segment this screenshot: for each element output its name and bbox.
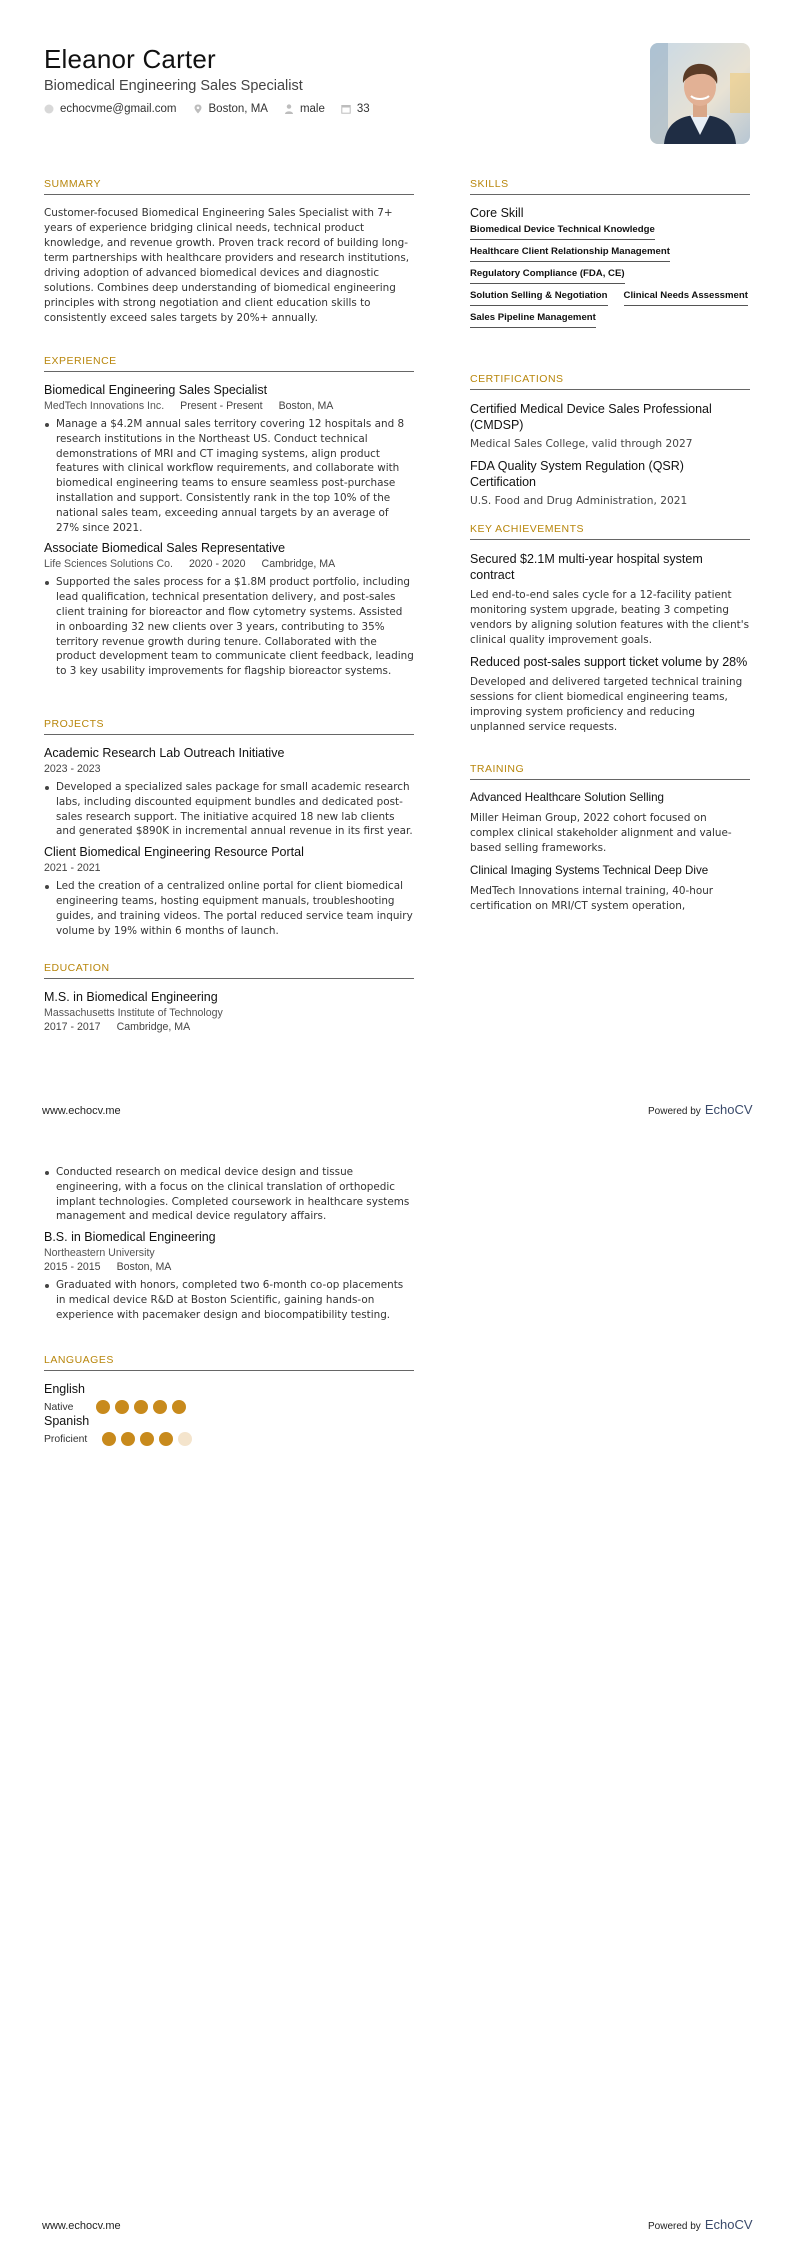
project-bullet: Developed a specialized sales package for small academic research labs, including discounted equipment bundles and dedicated post-sales research support. The initiative acquired 18 new lab clients and generated $890K in incremental annual revenue in its first year. xyxy=(44,780,414,839)
project-end: 2023 xyxy=(77,763,101,775)
contact-gender xyxy=(284,103,325,115)
skill-tag: Solution Selling & Negotiation xyxy=(470,290,608,306)
achievements-section xyxy=(470,523,750,735)
project-bullet: Led the creation of a centralized online portal for client biomedical engineering teams, hosting equipment manuals, troubleshooting guides, and training videos. The portal reduced service team inquiry volume by 19% within 6 months of launch. xyxy=(44,879,414,938)
skill-tags xyxy=(470,224,750,328)
calendar-icon xyxy=(341,104,351,114)
job-bullet: Supported the sales process for a $1.8M product portfolio, including lead qualification, technical presentation delivery, and post-sales client training for bioreactor and flow cytometry systems. Assisted in onboarding 32 new clients over 3 years, contributing to 35% territory revenue growth during tenure. Collaborated with the product development team to communicate client feedback, leading to 3 key usability improvements for flagship bioreactor systems. xyxy=(44,575,414,679)
footer-powered[interactable] xyxy=(648,1102,753,1117)
edu-start: 2017 xyxy=(44,1021,68,1033)
training-name: Advanced Healthcare Solution Selling xyxy=(470,791,664,804)
location-pin-icon xyxy=(193,104,203,114)
project-name: Academic Research Lab Outreach Initiative xyxy=(44,746,285,760)
section-title-languages: LANGUAGES xyxy=(44,1354,414,1371)
language-item xyxy=(44,1382,229,1414)
certification-issuer: U.S. Food and Drug Administration, 2021 xyxy=(470,495,688,507)
person-icon xyxy=(284,104,294,114)
training-item xyxy=(470,791,750,856)
section-title-education: EDUCATION xyxy=(44,962,414,979)
experience-section xyxy=(44,355,414,679)
training-section xyxy=(470,763,750,914)
school-name: Northeastern University xyxy=(44,1247,155,1260)
language-name: English xyxy=(44,1382,85,1396)
training-text: MedTech Innovations internal training, 40-hour certification on MRI/CT system operation, xyxy=(470,885,714,912)
job-role: Biomedical Engineering Sales Specialist xyxy=(44,383,268,397)
edu-end: 2017 xyxy=(77,1021,101,1033)
edu-start: 2015 xyxy=(44,1261,68,1274)
achievement-item xyxy=(470,654,750,735)
section-title-projects: PROJECTS xyxy=(44,718,414,735)
job-meta xyxy=(44,558,414,570)
job-end: Present xyxy=(226,400,263,412)
achievement-name: Secured $2.1M multi-year hospital system contract xyxy=(470,552,703,582)
rating-dots xyxy=(96,1400,186,1414)
edu-location: Cambridge, MA xyxy=(116,1021,191,1033)
section-title-experience: EXPERIENCE xyxy=(44,355,414,372)
contact-age xyxy=(341,103,370,115)
footer-powered[interactable] xyxy=(648,2217,753,2232)
project-dates: 2021 - 2021 xyxy=(44,862,101,875)
language-rating xyxy=(44,1400,229,1414)
contact-info xyxy=(44,103,370,115)
education-continued xyxy=(44,1165,414,1323)
footer-site-link[interactable]: www.echocv.me xyxy=(42,1105,121,1117)
rating-dot-filled xyxy=(115,1400,129,1414)
certifications-section xyxy=(470,373,750,507)
powered-by-text: Powered by xyxy=(648,2221,701,2232)
language-name: Spanish xyxy=(44,1414,90,1428)
language-list xyxy=(44,1382,414,1446)
rating-dot-filled xyxy=(140,1432,154,1446)
powered-by-text: Powered by xyxy=(648,1106,701,1117)
certification-issuer: Medical Sales College, valid through 2027 xyxy=(470,438,693,450)
rating-dot-filled xyxy=(102,1432,116,1446)
section-title-certifications: CERTIFICATIONS xyxy=(470,373,750,390)
rating-dots xyxy=(102,1432,192,1446)
summary-section xyxy=(44,178,414,326)
edu-location: Boston, MA xyxy=(116,1261,172,1274)
school xyxy=(44,1007,414,1019)
experience-item xyxy=(44,541,414,679)
achievement-text: Led end-to-end sales cycle for a 12-facility patient monitoring system upgrade, beating 3 competing vendors by aligning solution features with the client's clinical quality improvement goals. xyxy=(470,589,749,646)
candidate-title: Biomedical Engineering Sales Specialist xyxy=(44,78,303,94)
language-level: Native xyxy=(44,1401,74,1413)
job-company: MedTech Innovations Inc. xyxy=(44,400,165,412)
job-end: 2020 xyxy=(221,558,246,571)
education-meta: 2017 - 2017 Cambridge, MA xyxy=(44,1021,191,1033)
contact-email[interactable] xyxy=(44,103,177,115)
skills-section xyxy=(470,178,750,328)
training-text: Miller Heiman Group, 2022 cohort focused on complex clinical stakeholder alignment and value-based selling frameworks. xyxy=(470,812,732,854)
project-name: Client Biomedical Engineering Resource Portal xyxy=(44,845,304,860)
section-title-skills: SKILLS xyxy=(470,178,750,195)
skill-tag: Sales Pipeline Management xyxy=(470,312,596,328)
training-item xyxy=(470,864,750,914)
footer-site-link[interactable]: www.echocv.me xyxy=(42,2220,121,2232)
summary-text: Customer-focused Biomedical Engineering Sales Specialist with 7+ years of experience bridging clinical needs, technical product knowledge, and revenue growth. Proven track record of building long-term partnerships with healthcare providers and research institutions, driving adoption of advanced biomedical devices and diagnostic solutions. Combines deep understanding of biomedical engineering principles with strong negotiation and client education skills to consistently exceed sales targets by 20%+ annually. xyxy=(44,207,410,324)
school-name: Massachusetts Institute of Technology xyxy=(44,1007,223,1019)
skill-tag: Regulatory Compliance (FDA, CE) xyxy=(470,268,625,284)
rating-dot-filled xyxy=(172,1400,186,1414)
project-dates: 2023 - 2023 xyxy=(44,763,101,775)
job-bullet: Manage a $4.2M annual sales territory covering 12 hospitals and 8 research institutions in the Northeast US. Conduct technical demonstrations of MRI and CT imaging systems, align product features with clinical workflow requirements, and collaborate with biomedical engineering teams to ensure seamless post-purchase installation and support. Consistently rank in the top 10% of the national sales team, exceeding annual targets by an average of 27% since 2021. xyxy=(44,417,414,535)
language-item xyxy=(44,1414,229,1446)
degree: M.S. in Biomedical Engineering xyxy=(44,990,218,1004)
gender-text: male xyxy=(299,103,325,115)
rating-dot-filled xyxy=(121,1432,135,1446)
language-level: Proficient xyxy=(44,1433,88,1445)
education-item xyxy=(44,990,414,1033)
project-item xyxy=(44,746,414,839)
projects-section xyxy=(44,718,414,938)
candidate-name: Eleanor Carter xyxy=(44,44,216,74)
school xyxy=(44,1247,414,1259)
section-title-achievements: KEY ACHIEVEMENTS xyxy=(470,523,750,540)
certification-name: Certified Medical Device Sales Professional (CMDSP) xyxy=(470,402,712,432)
email-text: echocvme@gmail.com xyxy=(60,103,177,115)
education-meta: 2015 - 2015 Boston, MA xyxy=(44,1261,172,1274)
brand-logo: EchoCV xyxy=(704,2217,753,2232)
skill-tag: Healthcare Client Relationship Management xyxy=(470,246,670,262)
degree: B.S. in Biomedical Engineering xyxy=(44,1230,216,1245)
email-icon xyxy=(44,104,54,114)
section-title-training: TRAINING xyxy=(470,763,750,780)
job-dates: Present - Present xyxy=(180,400,263,412)
job-location: Cambridge, MA xyxy=(261,558,336,571)
training-name: Clinical Imaging Systems Technical Deep Dive xyxy=(470,864,709,877)
job-start: Present xyxy=(180,400,217,412)
edu-end: 2015 xyxy=(77,1261,101,1274)
job-dates: 2020 - 2020 xyxy=(188,558,246,571)
rating-dot-filled xyxy=(134,1400,148,1414)
skill-group-name: Core Skill xyxy=(470,206,524,220)
rating-dot-empty xyxy=(178,1432,192,1446)
language-rating xyxy=(44,1432,229,1446)
project-end: 2021 xyxy=(77,862,101,875)
job-company: Life Sciences Solutions Co. xyxy=(44,558,173,571)
education-bullet: Graduated with honors, completed two 6-month co-op placements in medical device R&D at Boston Scientific, gaining hands-on experience with pacemaker design and biocompatibility testing. xyxy=(44,1278,414,1322)
rating-dot-filled xyxy=(96,1400,110,1414)
brand-logo: EchoCV xyxy=(704,1102,753,1117)
education-bullet: Conducted research on medical device design and tissue engineering, with a focus on the clinical translation of orthopedic implant technologies. Completed coursework in healthcare systems management and medical device regulatory affairs. xyxy=(44,1165,414,1224)
certification-name: FDA Quality System Regulation (QSR) Certification xyxy=(470,459,684,489)
languages-section xyxy=(44,1354,414,1446)
project-item xyxy=(44,845,414,938)
job-meta xyxy=(44,400,414,412)
contact-location xyxy=(193,103,268,115)
achievement-name: Reduced post-sales support ticket volume by 28% xyxy=(470,655,748,669)
certification-item xyxy=(470,401,750,450)
profile-photo xyxy=(650,43,750,144)
education-item xyxy=(44,1230,414,1322)
location-text: Boston, MA xyxy=(208,103,268,115)
experience-item xyxy=(44,383,414,535)
skill-tag: Clinical Needs Assessment xyxy=(624,290,748,306)
skill-tag: Biomedical Device Technical Knowledge xyxy=(470,224,655,240)
education-section xyxy=(44,962,414,1038)
section-title-summary: SUMMARY xyxy=(44,178,414,195)
job-location: Boston, MA xyxy=(278,400,334,412)
age-text: 33 xyxy=(356,103,370,115)
achievement-item xyxy=(470,551,750,648)
project-start: 2021 xyxy=(44,862,68,875)
achievement-text: Developed and delivered targeted technical training sessions for client biomedical engineering teams, improving system proficiency and reducing unplanned service requests. xyxy=(470,676,743,733)
rating-dot-filled xyxy=(153,1400,167,1414)
job-start: 2020 xyxy=(188,558,213,571)
certification-item xyxy=(470,458,750,507)
job-role: Associate Biomedical Sales Representative xyxy=(44,541,286,556)
rating-dot-filled xyxy=(159,1432,173,1446)
resume-page-2 xyxy=(0,1130,794,2246)
project-start: 2023 xyxy=(44,763,68,775)
